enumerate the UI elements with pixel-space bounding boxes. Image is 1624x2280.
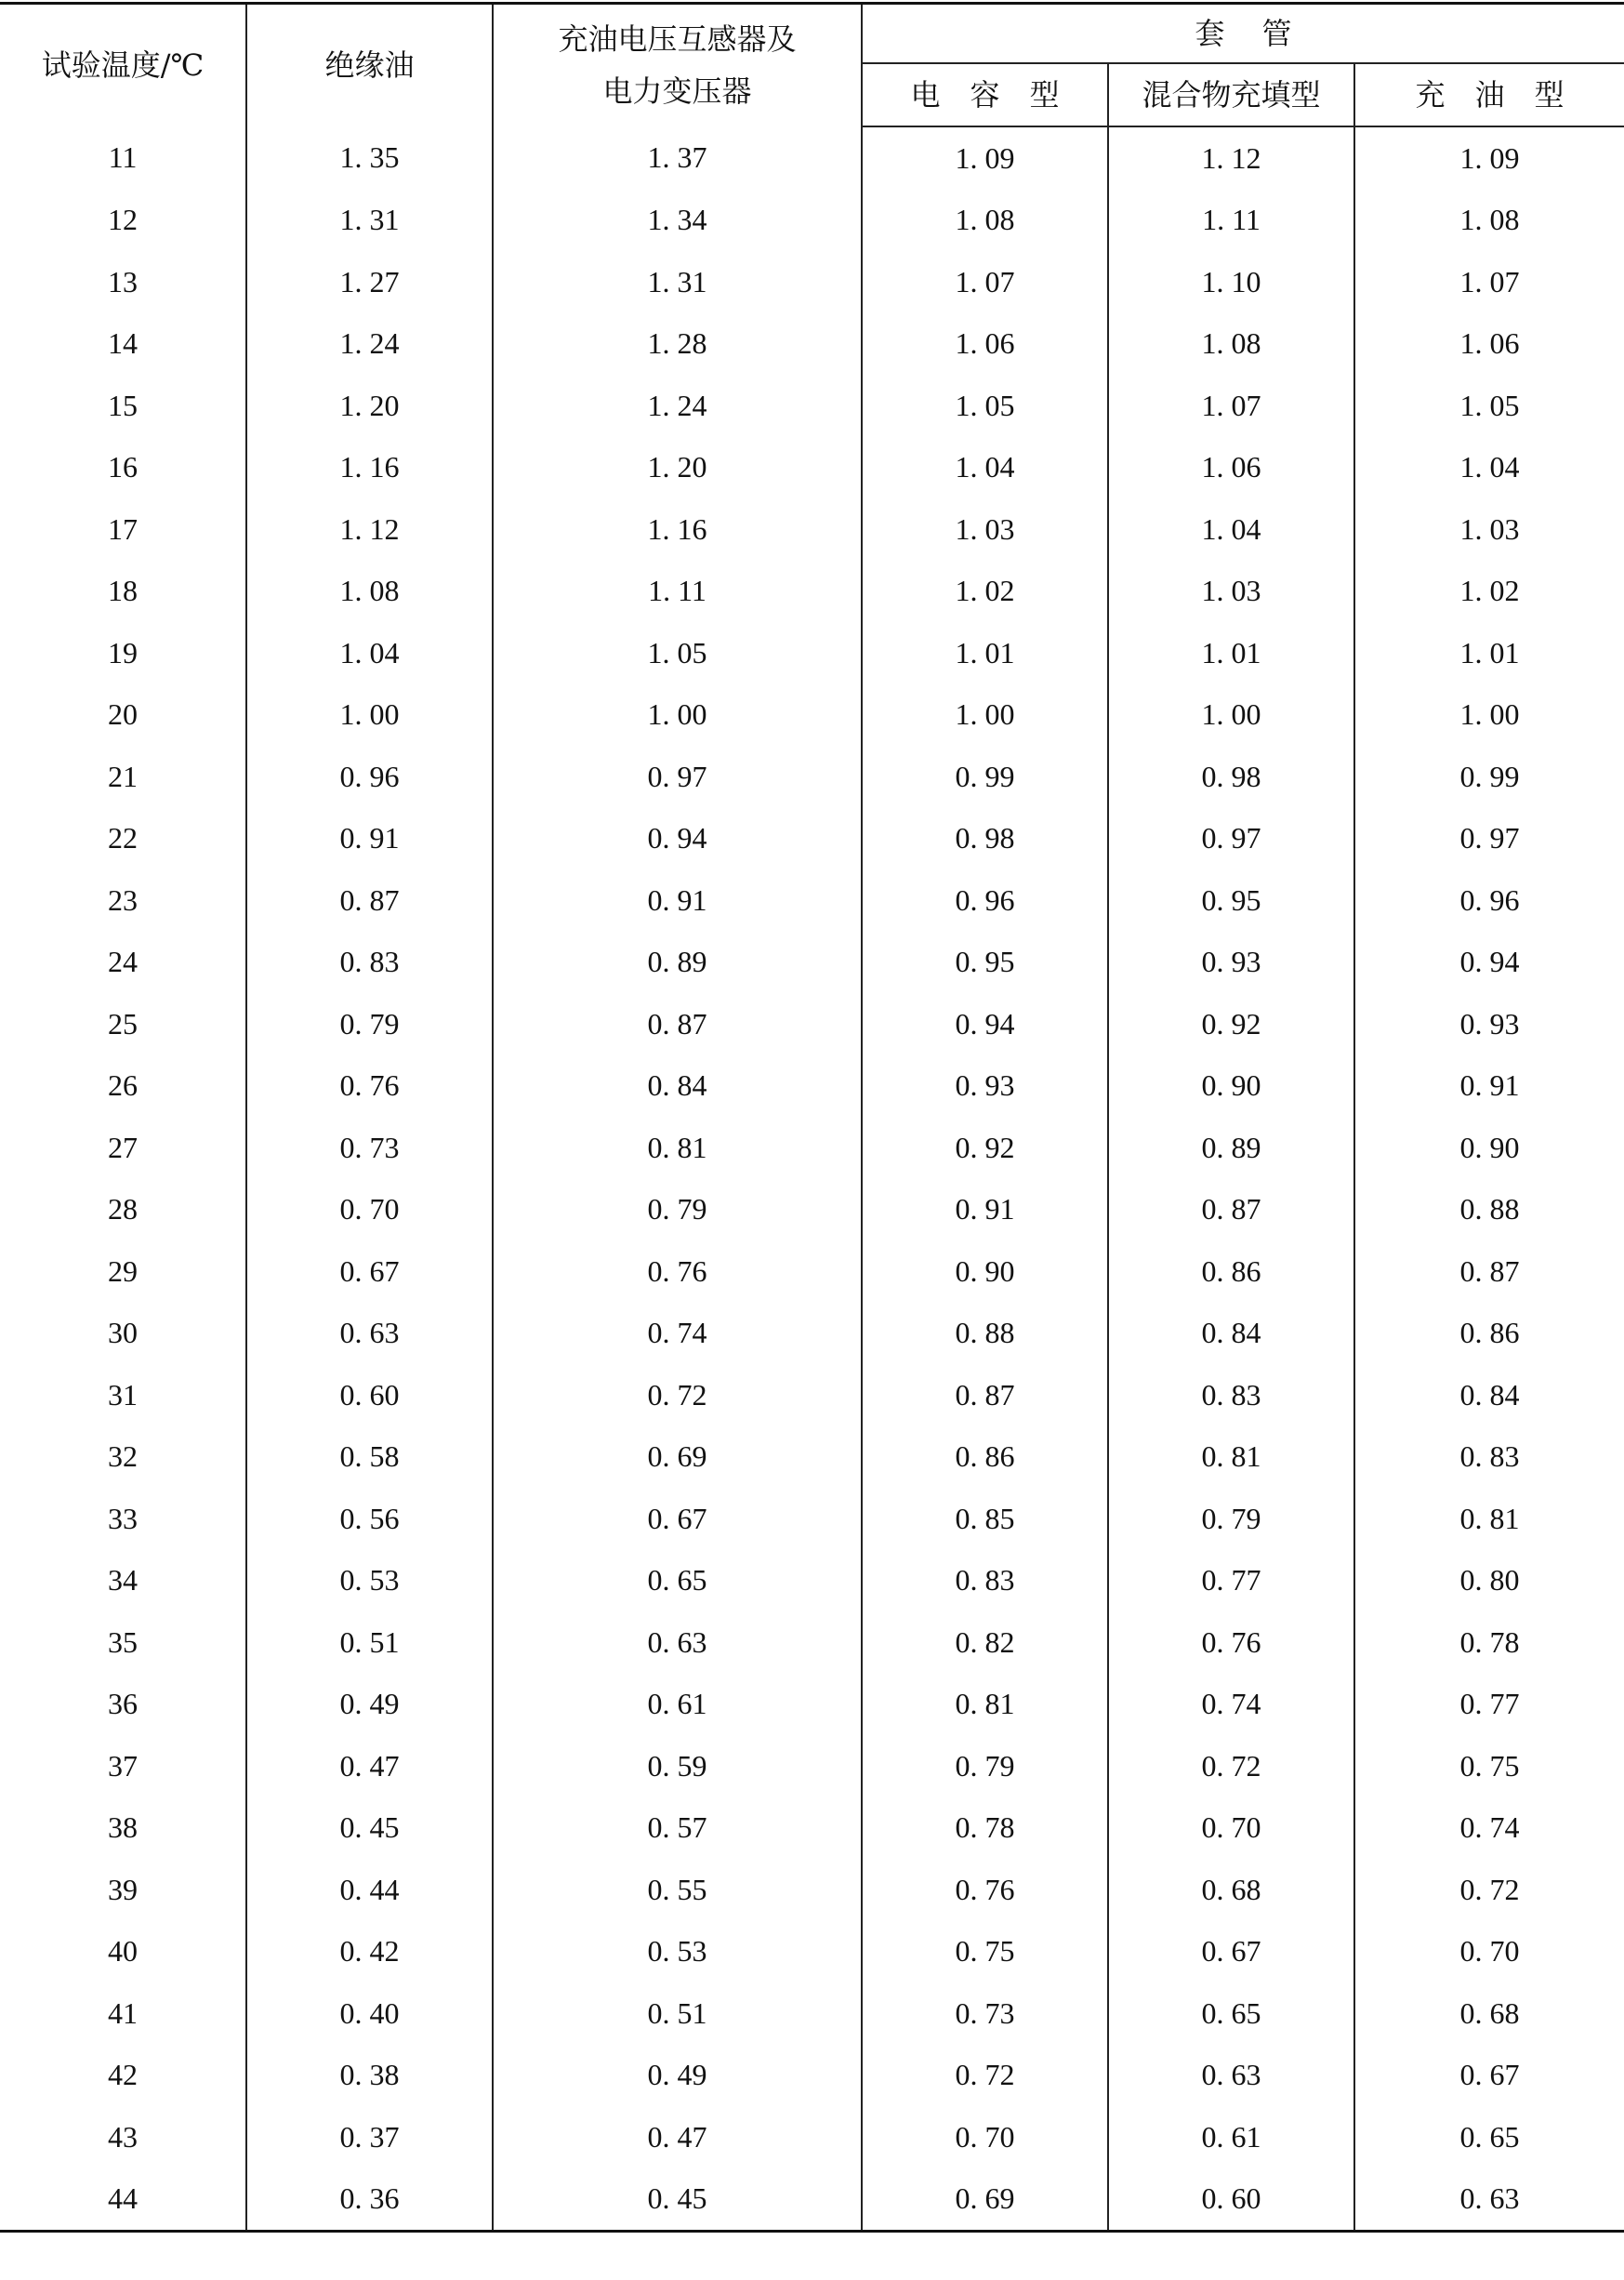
- cell-bushing-oil-filled: 0. 78: [1354, 1611, 1624, 1674]
- cell-bushing-oil-filled: 0. 72: [1354, 1859, 1624, 1921]
- temperature-correction-table: [0, 2, 1624, 2233]
- cell-insulating-oil: 1. 00: [246, 683, 493, 746]
- cell-bushing-oil-filled: 1. 03: [1354, 498, 1624, 561]
- cell-bushing-oil-filled: 0. 77: [1354, 1673, 1624, 1735]
- cell-transformer: 0. 55: [493, 1859, 862, 1921]
- cell-bushing-mixed: 0. 74: [1108, 1673, 1354, 1735]
- cell-bushing-mixed: 0. 86: [1108, 1240, 1354, 1303]
- header-bushing-oil-filled: 充 油 型: [1354, 63, 1624, 126]
- cell-bushing-oil-filled: 1. 08: [1354, 189, 1624, 251]
- cell-transformer: 0. 47: [493, 2106, 862, 2168]
- header-bushing-capacitive: 电 容 型: [862, 63, 1108, 126]
- cell-bushing-capacitive: 0. 94: [862, 993, 1108, 1055]
- cell-bushing-mixed: 1. 01: [1108, 622, 1354, 684]
- cell-insulating-oil: 0. 53: [246, 1549, 493, 1611]
- cell-bushing-oil-filled: 1. 01: [1354, 622, 1624, 684]
- cell-transformer: 0. 59: [493, 1735, 862, 1797]
- cell-bushing-mixed: 0. 68: [1108, 1859, 1354, 1921]
- cell-insulating-oil: 0. 45: [246, 1796, 493, 1859]
- header-oil-filled-transformer: [493, 4, 862, 126]
- cell-temperature: 27: [0, 1117, 246, 1179]
- cell-bushing-oil-filled: 0. 99: [1354, 746, 1624, 808]
- cell-temperature: 18: [0, 560, 246, 622]
- cell-temperature: 15: [0, 375, 246, 437]
- cell-bushing-oil-filled: 0. 63: [1354, 2167, 1624, 2231]
- cell-temperature: 32: [0, 1425, 246, 1488]
- cell-bushing-capacitive: 1. 06: [862, 312, 1108, 375]
- cell-temperature: 16: [0, 436, 246, 498]
- cell-bushing-oil-filled: 0. 87: [1354, 1240, 1624, 1303]
- cell-bushing-oil-filled: 0. 94: [1354, 931, 1624, 993]
- cell-transformer: 0. 94: [493, 807, 862, 869]
- header-row-1: [0, 4, 1624, 63]
- cell-transformer: 1. 11: [493, 560, 862, 622]
- table-row: [0, 1302, 1624, 1364]
- cell-bushing-capacitive: 0. 78: [862, 1796, 1108, 1859]
- table-row: [0, 436, 1624, 498]
- table-row: [0, 1673, 1624, 1735]
- cell-bushing-capacitive: 0. 93: [862, 1054, 1108, 1117]
- cell-insulating-oil: 0. 37: [246, 2106, 493, 2168]
- cell-transformer: 1. 37: [493, 126, 862, 190]
- cell-transformer: 0. 69: [493, 1425, 862, 1488]
- cell-temperature: 39: [0, 1859, 246, 1921]
- cell-bushing-oil-filled: 1. 04: [1354, 436, 1624, 498]
- cell-bushing-oil-filled: 0. 97: [1354, 807, 1624, 869]
- cell-bushing-oil-filled: 1. 07: [1354, 251, 1624, 313]
- table-row: [0, 2044, 1624, 2106]
- cell-temperature: 43: [0, 2106, 246, 2168]
- cell-bushing-oil-filled: 0. 88: [1354, 1178, 1624, 1240]
- cell-insulating-oil: 0. 49: [246, 1673, 493, 1735]
- cell-bushing-mixed: 0. 98: [1108, 746, 1354, 808]
- cell-transformer: 0. 61: [493, 1673, 862, 1735]
- cell-insulating-oil: 0. 79: [246, 993, 493, 1055]
- cell-transformer: 0. 87: [493, 993, 862, 1055]
- cell-insulating-oil: 0. 58: [246, 1425, 493, 1488]
- cell-temperature: 13: [0, 251, 246, 313]
- cell-insulating-oil: 1. 08: [246, 560, 493, 622]
- cell-transformer: 1. 34: [493, 189, 862, 251]
- cell-insulating-oil: 1. 27: [246, 251, 493, 313]
- table-row: [0, 251, 1624, 313]
- cell-insulating-oil: 0. 60: [246, 1364, 493, 1426]
- temperature-correction-table-container: [0, 2, 1624, 2233]
- cell-temperature: 30: [0, 1302, 246, 1364]
- cell-transformer: 0. 81: [493, 1117, 862, 1179]
- cell-bushing-mixed: 1. 00: [1108, 683, 1354, 746]
- table-row: [0, 375, 1624, 437]
- cell-transformer: 1. 00: [493, 683, 862, 746]
- table-row: [0, 622, 1624, 684]
- cell-bushing-mixed: 0. 92: [1108, 993, 1354, 1055]
- table-row: [0, 1611, 1624, 1674]
- cell-bushing-mixed: 1. 03: [1108, 560, 1354, 622]
- table-header: [0, 4, 1624, 126]
- cell-transformer: 0. 63: [493, 1611, 862, 1674]
- cell-temperature: 41: [0, 1982, 246, 2045]
- cell-bushing-capacitive: 0. 73: [862, 1982, 1108, 2045]
- cell-bushing-oil-filled: 0. 65: [1354, 2106, 1624, 2168]
- cell-insulating-oil: 0. 42: [246, 1920, 493, 1982]
- cell-bushing-oil-filled: 0. 67: [1354, 2044, 1624, 2106]
- cell-transformer: 0. 76: [493, 1240, 862, 1303]
- cell-bushing-mixed: 0. 89: [1108, 1117, 1354, 1179]
- cell-insulating-oil: 1. 31: [246, 189, 493, 251]
- table-row: [0, 126, 1624, 190]
- cell-temperature: 25: [0, 993, 246, 1055]
- cell-insulating-oil: 0. 96: [246, 746, 493, 808]
- cell-insulating-oil: 1. 04: [246, 622, 493, 684]
- cell-bushing-mixed: 1. 06: [1108, 436, 1354, 498]
- cell-bushing-oil-filled: 1. 00: [1354, 683, 1624, 746]
- cell-temperature: 34: [0, 1549, 246, 1611]
- cell-bushing-mixed: 0. 72: [1108, 1735, 1354, 1797]
- cell-transformer: 0. 89: [493, 931, 862, 993]
- cell-insulating-oil: 0. 63: [246, 1302, 493, 1364]
- cell-temperature: 28: [0, 1178, 246, 1240]
- cell-temperature: 26: [0, 1054, 246, 1117]
- cell-bushing-mixed: 1. 07: [1108, 375, 1354, 437]
- cell-bushing-oil-filled: 0. 75: [1354, 1735, 1624, 1797]
- cell-temperature: 12: [0, 189, 246, 251]
- cell-bushing-oil-filled: 0. 81: [1354, 1488, 1624, 1550]
- table-row: [0, 1796, 1624, 1859]
- cell-transformer: 0. 79: [493, 1178, 862, 1240]
- cell-temperature: 38: [0, 1796, 246, 1859]
- table-row: [0, 1859, 1624, 1921]
- table-row: [0, 683, 1624, 746]
- cell-bushing-mixed: 0. 90: [1108, 1054, 1354, 1117]
- cell-bushing-capacitive: 0. 90: [862, 1240, 1108, 1303]
- table-row: [0, 1117, 1624, 1179]
- cell-bushing-capacitive: 0. 79: [862, 1735, 1108, 1797]
- table-row: [0, 560, 1624, 622]
- cell-bushing-mixed: 0. 93: [1108, 931, 1354, 993]
- cell-transformer: 1. 20: [493, 436, 862, 498]
- table-row: [0, 1425, 1624, 1488]
- cell-temperature: 19: [0, 622, 246, 684]
- cell-temperature: 33: [0, 1488, 246, 1550]
- cell-insulating-oil: 0. 47: [246, 1735, 493, 1797]
- cell-temperature: 35: [0, 1611, 246, 1674]
- table-row: [0, 1240, 1624, 1303]
- cell-bushing-capacitive: 0. 87: [862, 1364, 1108, 1426]
- header-bushing-mixed-filled: 混合物充填型: [1108, 63, 1354, 126]
- cell-bushing-oil-filled: 0. 80: [1354, 1549, 1624, 1611]
- cell-bushing-capacitive: 0. 85: [862, 1488, 1108, 1550]
- cell-bushing-capacitive: 0. 86: [862, 1425, 1108, 1488]
- cell-bushing-capacitive: 0. 76: [862, 1859, 1108, 1921]
- cell-bushing-capacitive: 0. 69: [862, 2167, 1108, 2231]
- cell-bushing-oil-filled: 1. 05: [1354, 375, 1624, 437]
- cell-bushing-mixed: 0. 65: [1108, 1982, 1354, 2045]
- table-row: [0, 2106, 1624, 2168]
- cell-bushing-capacitive: 0. 81: [862, 1673, 1108, 1735]
- cell-transformer: 0. 49: [493, 2044, 862, 2106]
- table-row: [0, 498, 1624, 561]
- cell-bushing-capacitive: 1. 02: [862, 560, 1108, 622]
- table-row: [0, 1054, 1624, 1117]
- cell-bushing-mixed: 0. 61: [1108, 2106, 1354, 2168]
- table-row: [0, 312, 1624, 375]
- table-row: [0, 1364, 1624, 1426]
- cell-bushing-mixed: 0. 84: [1108, 1302, 1354, 1364]
- cell-bushing-mixed: 0. 81: [1108, 1425, 1354, 1488]
- cell-insulating-oil: 1. 12: [246, 498, 493, 561]
- cell-bushing-capacitive: 0. 75: [862, 1920, 1108, 1982]
- cell-bushing-mixed: 0. 79: [1108, 1488, 1354, 1550]
- cell-bushing-capacitive: 0. 91: [862, 1178, 1108, 1240]
- cell-bushing-oil-filled: 0. 96: [1354, 869, 1624, 932]
- cell-transformer: 1. 24: [493, 375, 862, 437]
- cell-transformer: 0. 91: [493, 869, 862, 932]
- cell-bushing-mixed: 0. 97: [1108, 807, 1354, 869]
- table-row: [0, 189, 1624, 251]
- table-row: [0, 1920, 1624, 1982]
- cell-transformer: 0. 57: [493, 1796, 862, 1859]
- cell-temperature: 37: [0, 1735, 246, 1797]
- header-transformer-line-2: 电力变压器: [602, 73, 752, 110]
- cell-insulating-oil: 1. 20: [246, 375, 493, 437]
- cell-bushing-capacitive: 0. 95: [862, 931, 1108, 993]
- cell-transformer: 1. 16: [493, 498, 862, 561]
- table-row: [0, 746, 1624, 808]
- cell-temperature: 20: [0, 683, 246, 746]
- table-row: [0, 1982, 1624, 2045]
- cell-transformer: 1. 28: [493, 312, 862, 375]
- cell-bushing-mixed: 0. 60: [1108, 2167, 1354, 2231]
- cell-bushing-oil-filled: 1. 09: [1354, 126, 1624, 190]
- cell-bushing-capacitive: 1. 04: [862, 436, 1108, 498]
- cell-insulating-oil: 0. 38: [246, 2044, 493, 2106]
- cell-bushing-capacitive: 0. 92: [862, 1117, 1108, 1179]
- cell-insulating-oil: 0. 51: [246, 1611, 493, 1674]
- cell-bushing-oil-filled: 0. 83: [1354, 1425, 1624, 1488]
- cell-transformer: 0. 53: [493, 1920, 862, 1982]
- cell-insulating-oil: 1. 24: [246, 312, 493, 375]
- cell-insulating-oil: 0. 40: [246, 1982, 493, 2045]
- cell-temperature: 11: [0, 126, 246, 190]
- cell-bushing-capacitive: 0. 88: [862, 1302, 1108, 1364]
- cell-temperature: 22: [0, 807, 246, 869]
- cell-bushing-capacitive: 0. 70: [862, 2106, 1108, 2168]
- table-row: [0, 1178, 1624, 1240]
- cell-insulating-oil: 0. 83: [246, 931, 493, 993]
- cell-transformer: 0. 45: [493, 2167, 862, 2231]
- cell-insulating-oil: 0. 44: [246, 1859, 493, 1921]
- cell-bushing-oil-filled: 0. 74: [1354, 1796, 1624, 1859]
- cell-bushing-mixed: 1. 08: [1108, 312, 1354, 375]
- cell-insulating-oil: 0. 36: [246, 2167, 493, 2231]
- table-row: [0, 931, 1624, 993]
- cell-bushing-mixed: 0. 76: [1108, 1611, 1354, 1674]
- cell-temperature: 36: [0, 1673, 246, 1735]
- table-row: [0, 869, 1624, 932]
- cell-insulating-oil: 0. 73: [246, 1117, 493, 1179]
- table-row: [0, 1488, 1624, 1550]
- cell-bushing-mixed: 1. 12: [1108, 126, 1354, 190]
- table-row: [0, 1549, 1624, 1611]
- cell-bushing-oil-filled: 1. 06: [1354, 312, 1624, 375]
- cell-bushing-mixed: 0. 87: [1108, 1178, 1354, 1240]
- cell-bushing-mixed: 0. 67: [1108, 1920, 1354, 1982]
- cell-temperature: 40: [0, 1920, 246, 1982]
- cell-bushing-oil-filled: 0. 86: [1354, 1302, 1624, 1364]
- cell-bushing-oil-filled: 0. 84: [1354, 1364, 1624, 1426]
- cell-bushing-capacitive: 0. 82: [862, 1611, 1108, 1674]
- cell-bushing-oil-filled: 0. 93: [1354, 993, 1624, 1055]
- cell-insulating-oil: 1. 35: [246, 126, 493, 190]
- cell-temperature: 17: [0, 498, 246, 561]
- cell-temperature: 23: [0, 869, 246, 932]
- cell-bushing-mixed: 1. 04: [1108, 498, 1354, 561]
- cell-insulating-oil: 0. 70: [246, 1178, 493, 1240]
- cell-bushing-capacitive: 1. 01: [862, 622, 1108, 684]
- cell-bushing-capacitive: 1. 07: [862, 251, 1108, 313]
- header-transformer-line-1: 充油电压互感器及: [558, 21, 797, 58]
- cell-bushing-mixed: 1. 11: [1108, 189, 1354, 251]
- cell-insulating-oil: 0. 91: [246, 807, 493, 869]
- table-row: [0, 1735, 1624, 1797]
- cell-transformer: 1. 05: [493, 622, 862, 684]
- cell-transformer: 0. 97: [493, 746, 862, 808]
- cell-transformer: 0. 72: [493, 1364, 862, 1426]
- cell-bushing-oil-filled: 0. 91: [1354, 1054, 1624, 1117]
- cell-bushing-capacitive: 0. 72: [862, 2044, 1108, 2106]
- cell-temperature: 21: [0, 746, 246, 808]
- table-row: [0, 807, 1624, 869]
- cell-transformer: 0. 84: [493, 1054, 862, 1117]
- cell-bushing-mixed: 0. 70: [1108, 1796, 1354, 1859]
- table-body: [0, 126, 1624, 2232]
- cell-temperature: 29: [0, 1240, 246, 1303]
- cell-bushing-mixed: 1. 10: [1108, 251, 1354, 313]
- cell-bushing-capacitive: 0. 96: [862, 869, 1108, 932]
- header-insulating-oil: 绝缘油: [246, 4, 493, 126]
- cell-bushing-capacitive: 1. 05: [862, 375, 1108, 437]
- cell-transformer: 1. 31: [493, 251, 862, 313]
- table-row: [0, 993, 1624, 1055]
- cell-transformer: 0. 74: [493, 1302, 862, 1364]
- cell-temperature: 24: [0, 931, 246, 993]
- cell-insulating-oil: 0. 76: [246, 1054, 493, 1117]
- cell-bushing-mixed: 0. 63: [1108, 2044, 1354, 2106]
- cell-bushing-capacitive: 0. 83: [862, 1549, 1108, 1611]
- cell-bushing-capacitive: 1. 08: [862, 189, 1108, 251]
- cell-temperature: 44: [0, 2167, 246, 2231]
- cell-bushing-capacitive: 1. 03: [862, 498, 1108, 561]
- cell-bushing-capacitive: 1. 00: [862, 683, 1108, 746]
- cell-bushing-capacitive: 0. 98: [862, 807, 1108, 869]
- cell-insulating-oil: 1. 16: [246, 436, 493, 498]
- header-test-temperature: 试验温度/℃: [0, 4, 246, 126]
- cell-temperature: 42: [0, 2044, 246, 2106]
- cell-bushing-oil-filled: 1. 02: [1354, 560, 1624, 622]
- cell-temperature: 14: [0, 312, 246, 375]
- cell-transformer: 0. 67: [493, 1488, 862, 1550]
- cell-bushing-capacitive: 0. 99: [862, 746, 1108, 808]
- cell-insulating-oil: 0. 87: [246, 869, 493, 932]
- cell-transformer: 0. 65: [493, 1549, 862, 1611]
- cell-bushing-oil-filled: 0. 68: [1354, 1982, 1624, 2045]
- cell-bushing-oil-filled: 0. 70: [1354, 1920, 1624, 1982]
- cell-insulating-oil: 0. 56: [246, 1488, 493, 1550]
- table-row: [0, 2167, 1624, 2231]
- cell-temperature: 31: [0, 1364, 246, 1426]
- cell-bushing-mixed: 0. 95: [1108, 869, 1354, 932]
- header-bushing-group: 套管: [862, 4, 1624, 63]
- cell-transformer: 0. 51: [493, 1982, 862, 2045]
- cell-bushing-oil-filled: 0. 90: [1354, 1117, 1624, 1179]
- cell-bushing-mixed: 0. 77: [1108, 1549, 1354, 1611]
- cell-insulating-oil: 0. 67: [246, 1240, 493, 1303]
- cell-bushing-mixed: 0. 83: [1108, 1364, 1354, 1426]
- cell-bushing-capacitive: 1. 09: [862, 126, 1108, 190]
